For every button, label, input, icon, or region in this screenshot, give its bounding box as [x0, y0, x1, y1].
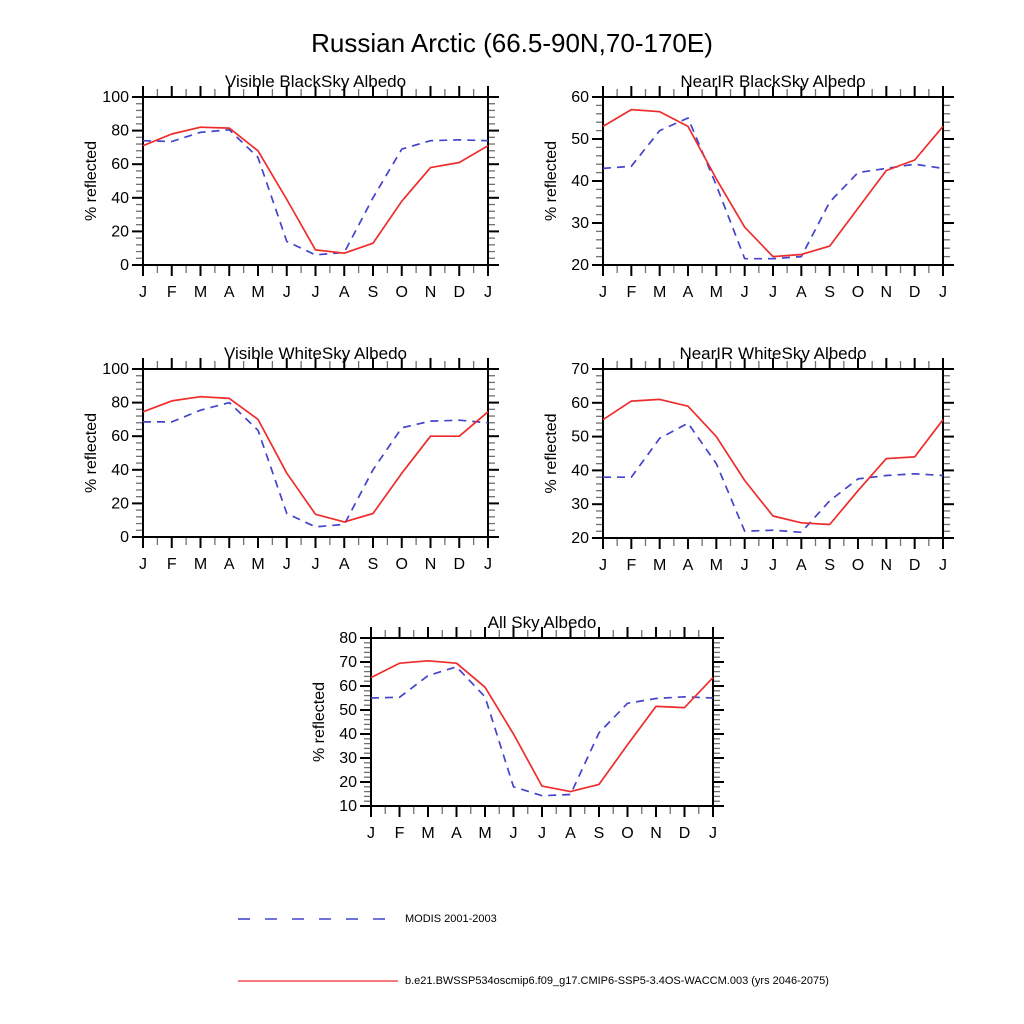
month-label: J	[367, 825, 375, 842]
axis-ticks	[592, 358, 954, 549]
month-label: J	[139, 284, 147, 301]
month-label: O	[395, 556, 408, 573]
modis-line	[603, 118, 943, 259]
month-label: J	[484, 284, 492, 301]
chart-title: Visible BlackSky Albedo	[224, 72, 407, 91]
month-label: A	[795, 557, 807, 574]
month-label: J	[939, 284, 947, 301]
month-label: J	[709, 825, 717, 842]
month-label: F	[166, 556, 177, 573]
month-label: J	[282, 284, 291, 301]
y-tick-labels	[339, 630, 357, 815]
y-axis-label: % reflected	[83, 412, 100, 494]
month-label: A	[223, 556, 235, 573]
y-tick-label: 40	[339, 726, 357, 743]
y-axis-label: % reflected	[543, 413, 560, 494]
chart-title: NearIR BlackSky Albedo	[680, 72, 866, 91]
month-label: D	[908, 284, 921, 301]
month-label: N	[880, 284, 893, 301]
legend-model	[237, 973, 829, 989]
month-label: N	[424, 284, 437, 301]
modis-line	[143, 403, 488, 527]
plot-frame	[603, 369, 943, 538]
chart-title: NearIR WhiteSky Albedo	[679, 344, 867, 363]
month-label: D	[453, 556, 466, 573]
y-tick-label: 20	[571, 257, 589, 274]
month-label: M	[709, 284, 723, 301]
month-label: A	[338, 556, 350, 573]
month-label: J	[538, 825, 546, 842]
month-label: S	[824, 284, 836, 301]
y-tick-label: 40	[571, 462, 589, 480]
month-label: F	[626, 284, 637, 301]
month-label: J	[599, 284, 607, 301]
month-label: J	[311, 556, 320, 573]
model-legend-line	[237, 975, 399, 987]
plot-frame	[143, 369, 488, 537]
y-tick-label: 0	[120, 529, 129, 546]
month-label: A	[565, 825, 576, 842]
month-labels	[599, 557, 947, 574]
month-label: J	[599, 557, 607, 574]
month-label: M	[478, 825, 492, 842]
month-label: M	[251, 556, 265, 573]
month-labels	[599, 284, 947, 301]
plot-frame	[143, 97, 488, 265]
month-label: J	[740, 557, 749, 574]
y-tick-label: 50	[339, 702, 357, 719]
modis-line	[143, 130, 488, 255]
month-label: D	[453, 284, 466, 301]
month-label: S	[593, 825, 605, 842]
y-tick-labels	[571, 361, 589, 547]
legend-modis-label: MODIS 2001-2003	[405, 913, 497, 925]
month-labels	[139, 556, 492, 573]
y-tick-label: 50	[571, 428, 589, 446]
y-tick-label: 70	[571, 361, 589, 378]
y-tick-label: 80	[111, 122, 129, 140]
month-label: J	[139, 556, 147, 573]
y-tick-label: 60	[571, 89, 589, 106]
y-tick-label: 60	[571, 394, 589, 412]
axis-ticks	[592, 86, 954, 276]
y-tick-label: 40	[111, 461, 129, 479]
chart-nearir-blacksky	[543, 72, 954, 301]
y-axis-label: % reflected	[83, 140, 100, 222]
month-label: J	[484, 556, 492, 573]
month-label: N	[650, 825, 662, 842]
plot-frame	[371, 638, 713, 806]
modis-legend-line	[237, 913, 399, 925]
month-label: F	[166, 284, 177, 301]
y-tick-labels	[102, 89, 129, 274]
month-label: N	[880, 557, 893, 574]
y-tick-label: 100	[102, 361, 129, 378]
month-label: A	[682, 557, 694, 574]
y-tick-label: 60	[111, 428, 129, 446]
y-axis-label: % reflected	[311, 681, 328, 763]
model-line	[143, 397, 488, 522]
month-label: O	[621, 825, 634, 842]
y-axis-label: % reflected	[543, 140, 560, 222]
month-label: A	[682, 284, 694, 301]
month-label: J	[740, 284, 749, 301]
month-label: J	[282, 556, 291, 573]
legend-model-label: b.e21.BWSSP534oscmip6.f09_g17.CMIP6-SSP5-3.4OS-WACCM.003 (yrs 2046-2075)	[405, 975, 829, 987]
axis-ticks	[132, 86, 499, 276]
model-line	[603, 399, 943, 524]
y-tick-label: 0	[120, 257, 129, 274]
month-label: A	[338, 284, 350, 301]
month-label: D	[908, 557, 921, 574]
y-tick-label: 100	[102, 89, 129, 106]
model-line	[603, 110, 943, 257]
month-label: J	[769, 284, 777, 301]
axis-ticks	[132, 358, 499, 548]
chart-allsky	[311, 613, 724, 842]
month-label: O	[851, 284, 865, 301]
y-tick-label: 10	[339, 798, 357, 815]
y-tick-labels	[571, 89, 589, 274]
month-label: O	[395, 284, 408, 301]
y-tick-label: 70	[339, 654, 357, 671]
month-label: D	[678, 825, 691, 842]
plot-frame	[603, 97, 943, 265]
month-label: M	[251, 284, 265, 301]
month-label: J	[311, 284, 320, 301]
y-tick-label: 60	[339, 678, 357, 695]
y-tick-label: 30	[339, 750, 357, 767]
month-label: J	[939, 557, 947, 574]
y-tick-label: 20	[111, 223, 129, 241]
model-line	[143, 127, 488, 253]
month-label: S	[367, 284, 379, 301]
y-tick-label: 30	[571, 215, 589, 232]
month-label: M	[193, 556, 208, 573]
main-title: Russian Arctic (66.5-90N,70-170E)	[311, 28, 713, 58]
month-label: N	[424, 556, 437, 573]
month-label: S	[367, 556, 379, 573]
legend-modis	[237, 911, 497, 927]
modis-line	[371, 667, 713, 796]
y-tick-label: 50	[571, 131, 589, 148]
y-tick-label: 20	[571, 530, 589, 547]
month-label: M	[653, 557, 667, 574]
y-tick-label: 40	[571, 173, 589, 190]
month-label: A	[451, 825, 462, 842]
y-tick-label: 80	[111, 394, 129, 412]
month-label: S	[824, 557, 836, 574]
y-tick-label: 60	[111, 156, 129, 174]
month-label: A	[223, 284, 235, 301]
month-labels	[139, 284, 492, 301]
chart-title: Visible WhiteSky Albedo	[223, 344, 408, 363]
month-label: M	[421, 825, 435, 842]
chart-visible-whitesky	[83, 344, 499, 573]
y-tick-label: 20	[111, 495, 129, 513]
month-label: M	[193, 284, 208, 301]
month-labels	[367, 825, 717, 842]
chart-visible-blacksky	[83, 72, 499, 301]
month-label: A	[795, 284, 807, 301]
month-label: M	[709, 557, 723, 574]
month-label: F	[394, 825, 405, 842]
month-label: J	[769, 557, 777, 574]
y-tick-label: 80	[339, 630, 357, 647]
chart-nearir-whitesky	[543, 344, 954, 574]
y-tick-label: 20	[339, 774, 357, 791]
y-tick-label: 30	[571, 496, 589, 514]
month-label: O	[851, 557, 865, 574]
month-label: J	[509, 825, 518, 842]
month-label: M	[653, 284, 667, 301]
axis-ticks	[360, 627, 724, 817]
month-label: F	[626, 557, 637, 574]
chart-title: All Sky Albedo	[487, 613, 597, 632]
y-tick-labels	[102, 361, 129, 546]
y-tick-label: 40	[111, 189, 129, 207]
